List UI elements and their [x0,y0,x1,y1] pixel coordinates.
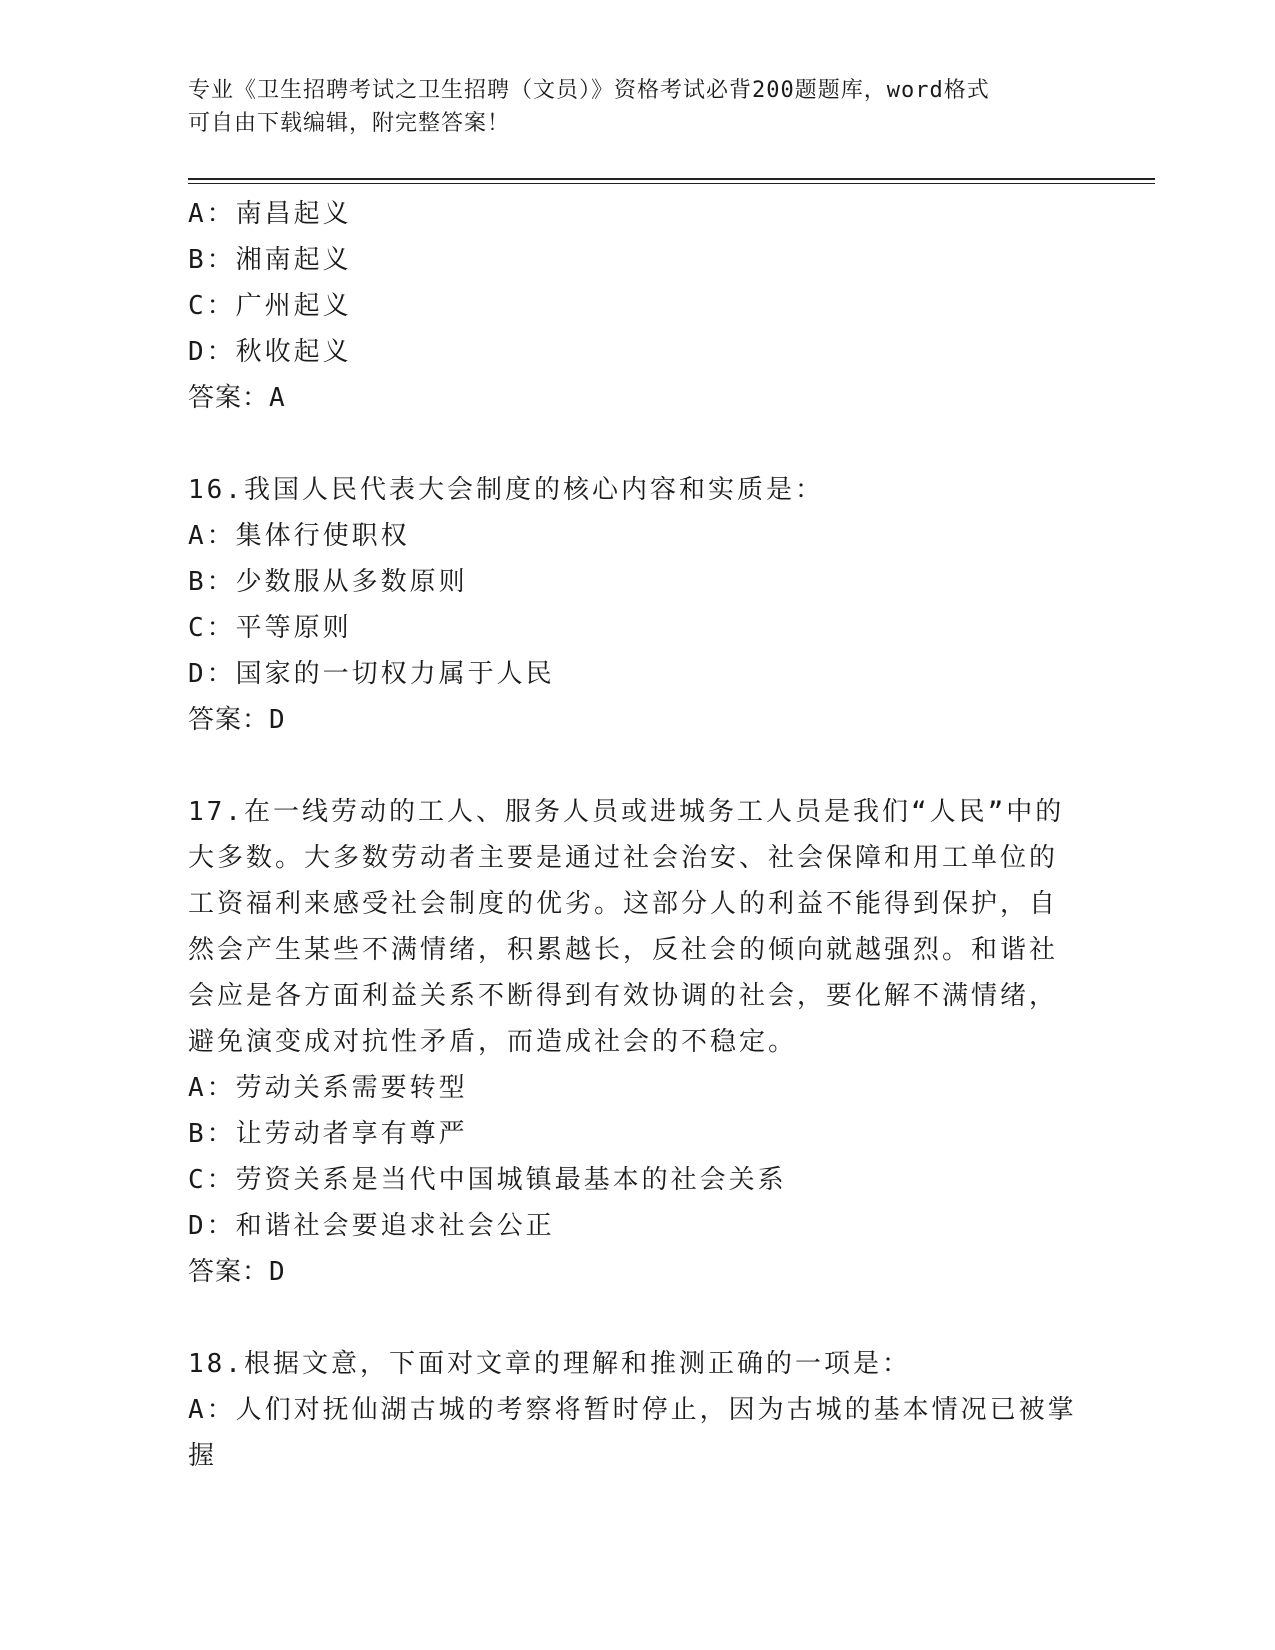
answer: 答案：D [188,705,286,735]
question-18 [188,1341,1088,1479]
option-d: D：秋收起义 [188,337,352,367]
header-line-2: 可自由下载编辑，附完整答案！ [188,111,511,136]
option-b: B：少数服从多数原则 [188,567,468,597]
spacer [188,1295,1088,1341]
option-b: B：让劳动者享有尊严 [188,1119,468,1149]
option-c: C：劳资关系是当代中国城镇最基本的社会关系 [188,1165,787,1195]
spacer [188,743,1088,789]
option-a: A：人们对抚仙湖古城的考察将暂时停止，因为古城的基本情况已被掌 [188,1395,1077,1425]
question-15 [188,191,1088,421]
header-rule-thin [188,183,1155,184]
option-c: C：平等原则 [188,613,352,643]
question-text-line: 会应是各方面利益关系不断得到有效协调的社会，要化解不满情绪， [188,981,1059,1011]
question-text: 16.我国人民代表大会制度的核心内容和实质是： [188,475,824,505]
question-text-line: 大多数。大多数劳动者主要是通过社会治安、社会保障和用工单位的 [188,843,1059,873]
question-text: 18.根据文意，下面对文章的理解和推测正确的一项是： [188,1349,911,1379]
answer: 答案：D [188,1257,286,1287]
option-a: A：劳动关系需要转型 [188,1073,468,1103]
option-a: A：集体行使职权 [188,521,410,551]
question-text-line: 避免演变成对抗性矛盾，而造成社会的不稳定。 [188,1027,798,1057]
question-text-line: 工资福利来感受社会制度的优劣。这部分人的利益不能得到保护，自 [188,889,1059,919]
spacer [188,421,1088,467]
option-b: B：湘南起义 [188,245,352,275]
answer: 答案：A [188,383,286,413]
option-a: A：南昌起义 [188,199,352,229]
question-17 [188,789,1088,1295]
document-body [188,191,1088,1479]
header-line-1: 专业《卫生招聘考试之卫生招聘（文员）》资格考试必背200题题库，word格式 [188,78,990,103]
option-c: C：广州起义 [188,291,352,321]
document-header [188,74,1068,140]
option-d: D：和谐社会要追求社会公正 [188,1211,555,1241]
option-a-continued: 握 [188,1441,218,1471]
question-text-line: 然会产生某些不满情绪，积累越长，反社会的倾向就越强烈。和谐社 [188,935,1059,965]
question-16 [188,467,1088,743]
question-text-line: 17.在一线劳动的工人、服务人员或进城务工人员是我们“人民”中的 [188,797,1065,827]
header-rule-thick [188,178,1155,180]
option-d: D：国家的一切权力属于人民 [188,659,555,689]
